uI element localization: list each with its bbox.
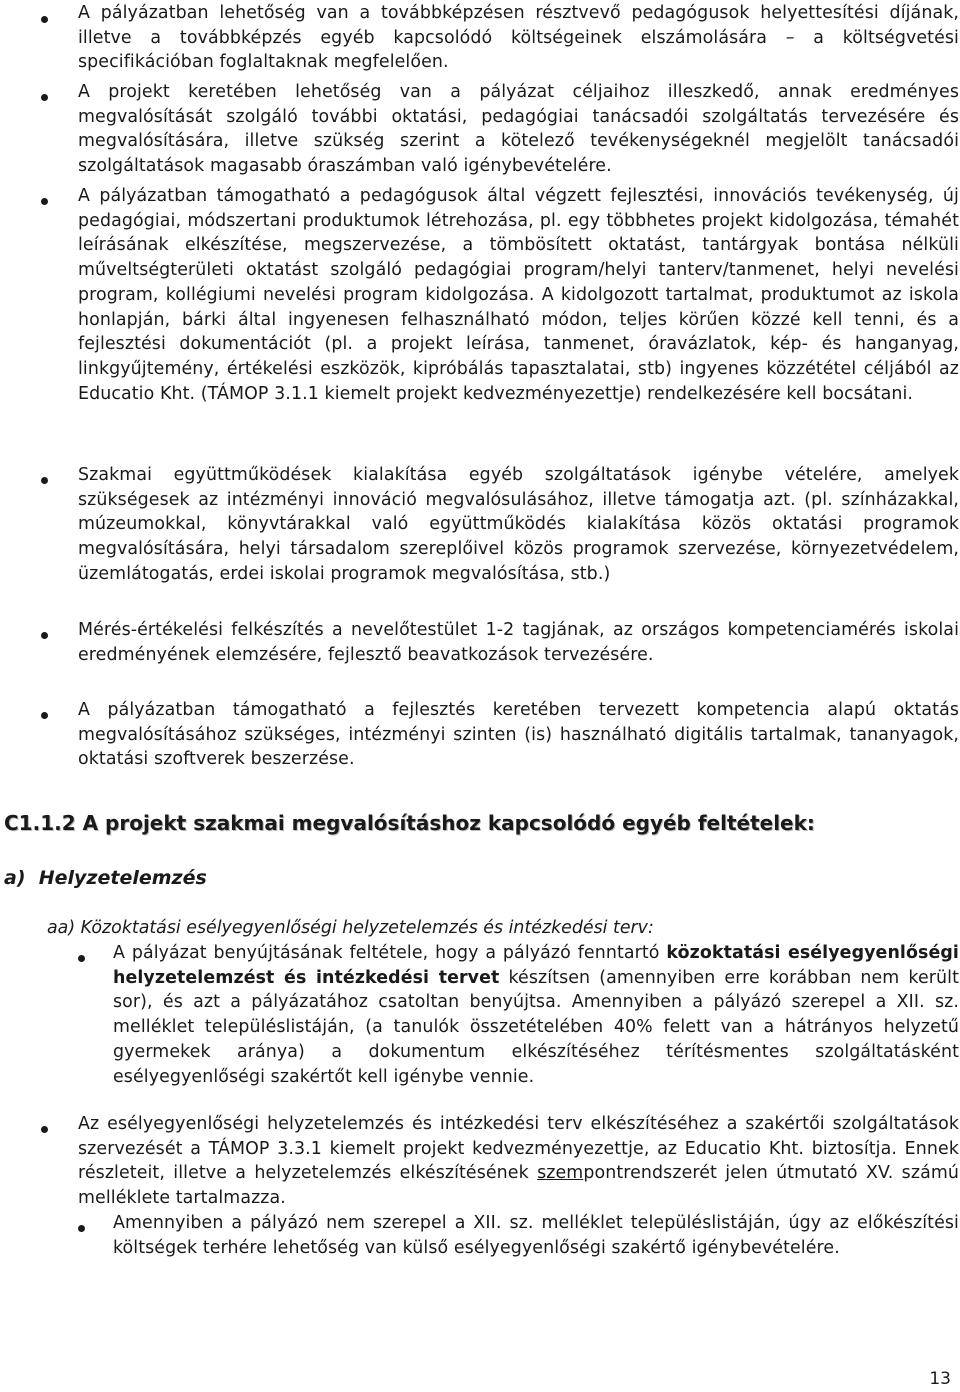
section-heading: C1.1.2 A projekt szakmai megvalósításhoz kapcsolódó egyéb feltételek: [4, 811, 815, 835]
bullet-paragraph-2: A projekt keretében lehetőség van a pályázat céljaihoz illeszkedő, annak eredményes megvalósítását szolgáló további oktatási, pedagógiai tanácsadói szolgáltatás tervezésére és megvalósítására, illetve szükség szerint a kötelező tevékenységeknél megjelölt tanácsadói szolgáltatások magasabb óraszámban való igénybevételére. [78, 82, 959, 177]
bullet-paragraph-1: A pályázatban lehetőség van a továbbképzésen résztvevő pedagógusok helyettesítési díjának, illetve a továbbképzés egyéb kapcsolódó költségeinek elszámolására – a költségvetési specifikációban foglaltaknak megfelelően. [78, 3, 959, 73]
bullet-icon [41, 1126, 48, 1133]
bullet-icon [41, 477, 48, 484]
bullet-icon [78, 1225, 85, 1232]
aa-paragraph-2 [78, 1112, 959, 1211]
bullet-icon [41, 16, 48, 23]
subsubheading: aa) Közoktatási esélyegyenlőségi helyzetelemzés és intézkedési terv: [47, 918, 654, 938]
aa-paragraph-1 [113, 941, 959, 1089]
aa-paragraph-2-underlined: szem [537, 1163, 584, 1184]
bullet-paragraph-6: A pályázatban támogatható a fejlesztés keretében tervezett kompetencia alapú oktatás megvalósításához szükséges, intézményi szinten (is) használható digitális tartalmak, tananyagok, oktatási szoftverek beszerzése. [78, 700, 959, 770]
bullet-icon [41, 712, 48, 719]
subheading: a) Helyzetelemzés [4, 867, 207, 889]
bullet-icon [41, 94, 48, 101]
bullet-paragraph-4: Szakmai együttműködések kialakítása egyéb szolgáltatások igénybe vételére, amelyek szükségesek az intézményi innováció megvalósulásához, illetve támogatja azt. (pl. színházakkal, múzeumokkal, könyvtárakkal való együttműködés kialakítása közös oktatási programok megvalósítására, helyi társadalom szereplőivel közös programok szervezése, környezetvédelem, üzemlátogatás, erdei iskolai programok megvalósítása, stb.) [78, 465, 959, 584]
bullet-paragraph-3: A pályázatban támogatható a pedagógusok által végzett fejlesztési, innovációs tevékenység, új pedagógiai, módszertani produktumok létrehozása, pl. egy többhetes projekt kidolgozása, témahét leírásának elkészítése, megszervezése, a tömbösített oktatást, tantárgyak bontása nélküli műveltségterületi oktatást szolgáló pedagógiai program/helyi tanterv/tanmenet, helyi nevelési program, kollégiumi nevelési program kidolgozása. A kidolgozott tartalmat, produktumot az iskola honlapján, bárki által ingyenesen felhasználható módon, teljes körűen közzé kell tenni, és a fejlesztési dokumentációt (pl. a projekt leírása, tanmenet, óravázlatok, kép- és hanganyag, linkgyűjtemény, értékelési eszközök, kipróbálás tapasztalatai, stb) ingyenes közzététel céljából az Educatio Kht. (TÁMOP 3.1.1 kiemelt projekt kedvezményezettje) rendelkezésére kell bocsátani. [78, 186, 959, 404]
aa-paragraph-1-text-before: A pályázat benyújtásának feltétele, hogy a pályázó fenntartó [113, 943, 667, 963]
aa-paragraph-1-bold: közoktatási esélyegyenlőségi helyzetelemzést és intézkedési tervet [113, 943, 959, 988]
aa-paragraph-2-text-before: Az esélyegyenlőségi helyzetelemzés és intézkedési terv elkészítéséhez a szakértői szolgáltatások szervezését a TÁMOP 3.3.1 kiemelt projekt kedvezményezettje, az Educatio Kht. biztosítja. Ennek részleteit, illetve a helyzetelemzés elkészítésének [78, 1114, 959, 1184]
page-number: 13 [929, 1369, 951, 1389]
aa-paragraph-2-text-after: pontrendszerét jelen útmutató XV. számú melléklete tartalmazza. [78, 1163, 959, 1209]
aa-paragraph-1-text-after: készítsen (amennyiben erre korábban nem került sor), és azt a pályázatához csatoltan benyújtsa. Amennyiben a pályázó szerepel a XII. sz. melléklet településlistáján, (a tanulók összetételében 40% felett van a hátrányos helyzetű gyermekek aránya) a dokumentum elkészítéséhez térítésmentes szolgáltatásként esélyegyenlőségi szakértőt kell igénybe vennie. [113, 967, 959, 1087]
bullet-icon [41, 632, 48, 639]
bullet-icon [78, 955, 85, 962]
bullet-paragraph-5: Mérés-értékelési felkészítés a nevelőtestület 1-2 tagjának, az országos kompetenciamérés iskolai eredményének elemzésére, fejlesztő beavatkozások tervezésére. [78, 620, 959, 665]
aa-paragraph-3: Amennyiben a pályázó nem szerepel a XII. sz. melléklet településlistáján, úgy az előkészítési költségek terhére lehetőség van külső esélyegyenlőségi szakértő igénybevételére. [113, 1213, 959, 1258]
bullet-icon [41, 198, 48, 205]
